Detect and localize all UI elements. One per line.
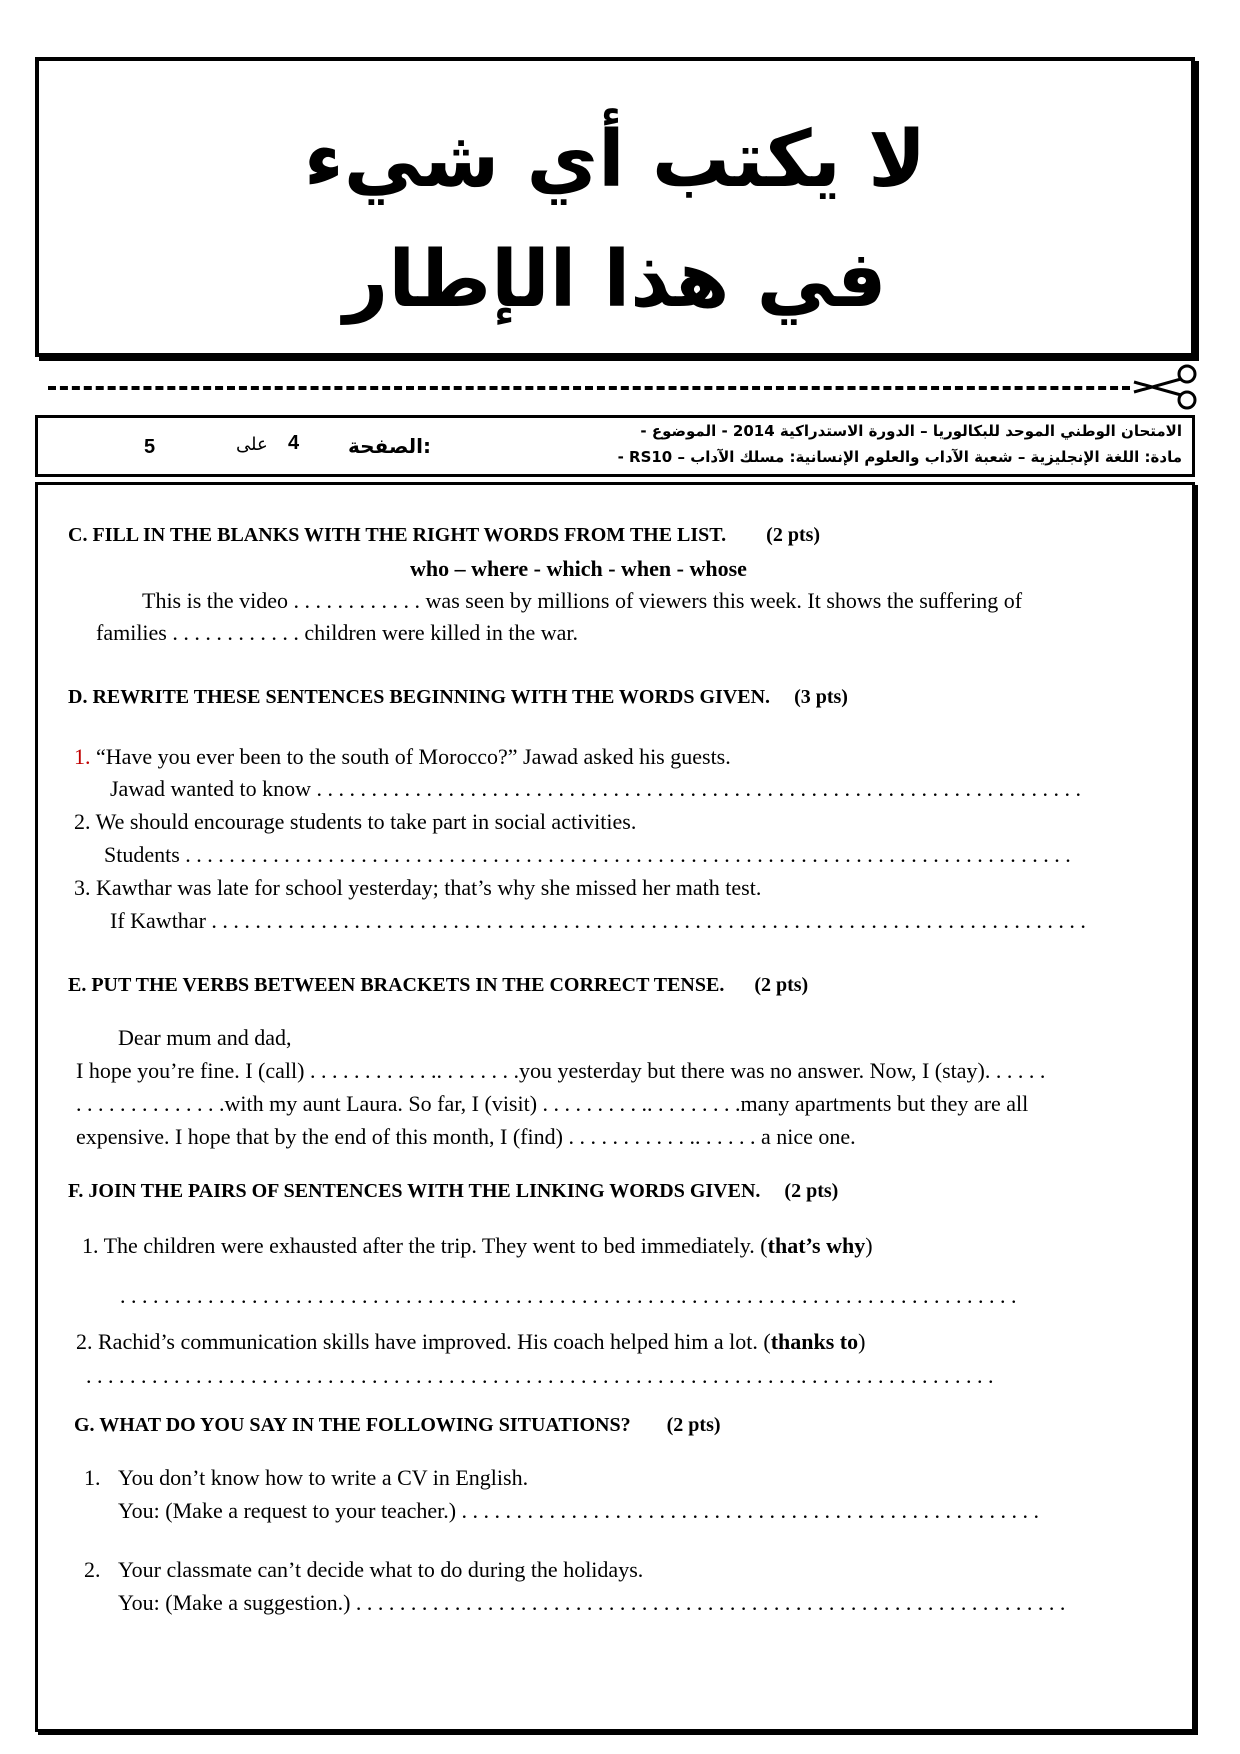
page-label: الصفحة: [348,434,432,458]
section-d-answer-2[interactable]: Students . . . . . . . . . . . . . . . . . . . . . . . . . . . . . . . . . . . . . . . . . . . . . . . . . . . . . . . . . . . . . . . . . . . . . . . . . . . . . . . . . [104,842,1071,867]
section-c-line-2: families . . . . . . . . . . . . children were killed in the war. [96,620,579,645]
section-g-answer-2[interactable]: You: (Make a suggestion.) . . . . . . . . . . . . . . . . . . . . . . . . . . . . . . . . . . . . . . . . . . . . . . . . . . . . . . . . . . . . . . . . . [118,1590,1066,1615]
section-c-heading: C. FILL IN THE BLANKS WITH THE RIGHT WORDS FROM THE LIST. (2 pts) [68,524,821,546]
letter-greeting: Dear mum and dad, [118,1025,292,1050]
section-f-item-1: 1. The children were exhausted after the trip. They went to bed immediately. (that’s why) [82,1233,873,1258]
section-f-answer-1[interactable]: . . . . . . . . . . . . . . . . . . . . . . . . . . . . . . . . . . . . . . . . . . . . . . . . . . . . . . . . . . . . . . . . . . . . . . . . . . . . . . . . . . [120,1283,1017,1308]
section-d-answer-1[interactable]: Jawad wanted to know . . . . . . . . . . . . . . . . . . . . . . . . . . . . . . . . . . . . . . . . . . . . . . . . . . . . . . . . . . . . . . . . . . . . . . [110,776,1082,801]
section-f-answer-2[interactable]: . . . . . . . . . . . . . . . . . . . . . . . . . . . . . . . . . . . . . . . . . . . . . . . . . . . . . . . . . . . . . . . . . . . . . . . . . . . . . . . . . . . [86,1363,994,1388]
no-write-line-1: لا يكتب أي شيء [303,115,927,205]
section-c-line-1: This is the video . . . . . . . . . . . . was seen by millions of viewers this week. It shows the suffering of [142,588,1023,613]
section-g-answer-1[interactable]: You: (Make a request to your teacher.) . . . . . . . . . . . . . . . . . . . . . . . . . . . . . . . . . . . . . . . . . . . . . . . . . . . . . [118,1498,1040,1523]
section-d-answer-3[interactable]: If Kawthar . . . . . . . . . . . . . . . . . . . . . . . . . . . . . . . . . . . . . . . . . . . . . . . . . . . . . . . . . . . . . . . . . . . . . . . . . . . . . . . . [110,908,1086,933]
cut-line [48,386,1130,390]
exam-subject: مادة: اللغة الإنجليزية – شعبة الآداب والعلوم الإنسانية: مسلك الآداب – RS10 - [617,448,1182,466]
no-write-frame [35,57,1195,357]
section-e-line-3: expensive. I hope that by the end of this month, I (find) . . . . . . . . . . . .. . . . . . a nice one. [76,1124,856,1149]
section-f-heading: F. JOIN THE PAIRS OF SENTENCES WITH THE LINKING WORDS GIVEN. (2 pts) [68,1180,839,1202]
section-g-item-2-number: 2. [84,1557,101,1582]
exam-content-frame [35,482,1195,1732]
section-e-heading: E. PUT THE VERBS BETWEEN BRACKETS IN THE CORRECT TENSE. (2 pts) [68,974,809,996]
section-g-situation-1: You don’t know how to write a CV in English. [118,1465,529,1490]
section-d-item-3: 3. Kawthar was late for school yesterday; that’s why she missed her math test. [74,875,762,900]
section-g-heading: G. WHAT DO YOU SAY IN THE FOLLOWING SITUATIONS? (2 pts) [74,1414,721,1436]
section-f-item-2: 2. Rachid’s communication skills have improved. His coach helped him a lot. (thanks to) [76,1329,866,1354]
section-g-situation-2: Your classmate can’t decide what to do during the holidays. [118,1557,644,1582]
page-of: على [236,434,268,455]
page-number: 4 [288,432,300,454]
section-e-line-2: . . . . . . . . . . . . . .with my aunt Laura. So far, I (visit) . . . . . . . . . .. . . . . . . . .many apartments but they are all [76,1091,1029,1116]
word-list: who – where - which - when - whose [410,556,747,581]
no-write-line-2: في هذا الإطار [343,235,887,325]
section-d-heading: D. REWRITE THESE SENTENCES BEGINNING WITH THE WORDS GIVEN. (3 pts) [68,686,848,708]
exam-header [35,415,1195,477]
page-total: 5 [144,436,156,458]
section-e-line-1: I hope you’re fine. I (call) . . . . . . . . . . . .. . . . . . . .you yesterday but there was no answer. Now, I (stay). . . . . . [76,1058,1046,1083]
section-d-item-2: 2. We should encourage students to take part in social activities. [74,809,637,834]
exam-title: الامتحان الوطني الموحد للبكالوريا – الدورة الاستدراكية 2014 - الموضوع - [640,422,1182,440]
section-g-item-1-number: 1. [84,1465,101,1490]
section-d-item-1: 1. “Have you ever been to the south of Morocco?” Jawad asked his guests. [74,744,731,769]
scissors-icon [1130,362,1200,412]
